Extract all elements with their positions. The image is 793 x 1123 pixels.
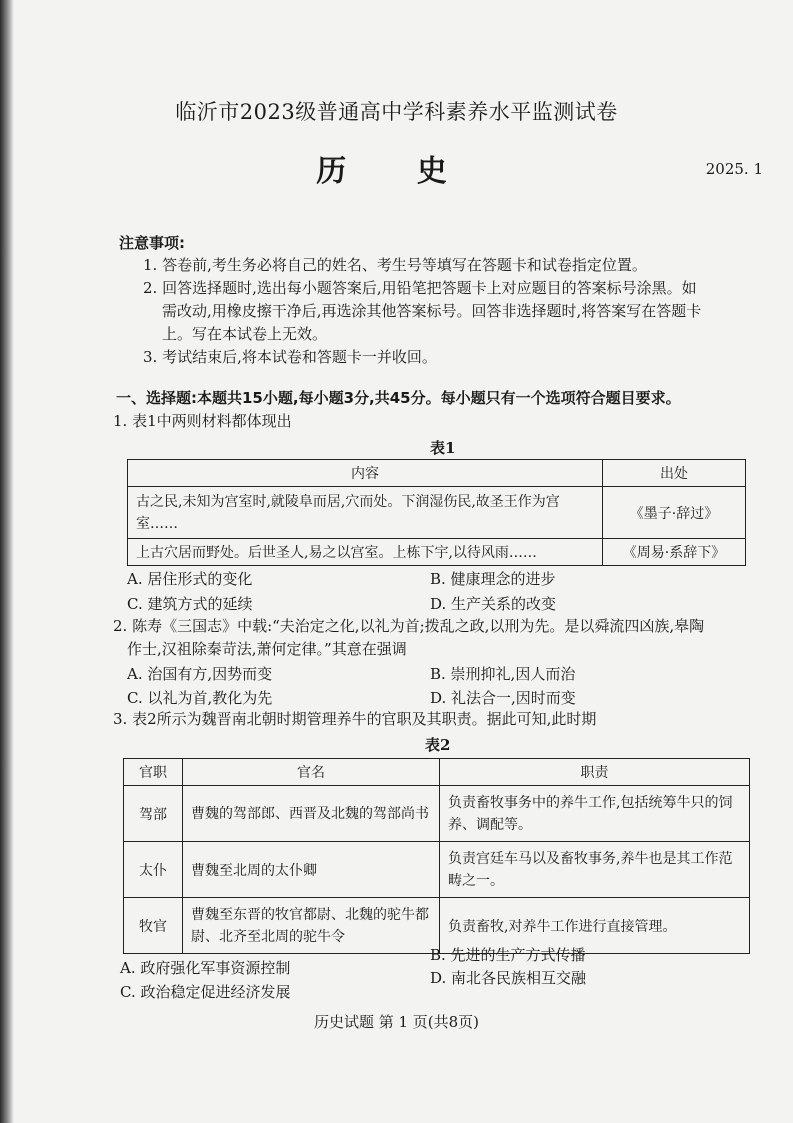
section-title: 一、选择题:本题共15小题,每小题3分,共45分。每小题只有一个选项符合题目要求。 bbox=[116, 389, 681, 407]
table-cell: 古之民,未知为宫室时,就陵阜而居,穴而处。下润湿伤民,故圣王作为宫室…… bbox=[128, 487, 603, 539]
notice-item: 3. 考试结束后,将本试卷和答题卡一并收回。 bbox=[143, 348, 437, 366]
notice-title: 注意事项: bbox=[119, 234, 185, 252]
q3-option-d: D. 南北各民族相互交融 bbox=[430, 969, 587, 987]
q3-table bbox=[123, 758, 750, 954]
q2-option-b: B. 崇刑抑礼,因人而治 bbox=[430, 665, 576, 683]
table-cell: 上古穴居而野处。后世圣人,易之以宫室。上栋下宇,以待风雨…… bbox=[128, 539, 603, 566]
table-cell: 负责畜牧,对养牛工作进行直接管理。 bbox=[440, 898, 750, 954]
q2-option-d: D. 礼法合一,因时而变 bbox=[430, 689, 576, 707]
table-cell: 牧官 bbox=[124, 898, 183, 954]
table-cell: 负责宫廷车马以及畜牧事务,养牛也是其工作范畴之一。 bbox=[440, 842, 750, 898]
q3-table-caption: 表2 bbox=[425, 736, 451, 754]
page-footer: 历史试题 第 1 页(共8页) bbox=[313, 1013, 480, 1031]
table-header: 出处 bbox=[603, 460, 746, 487]
notice-item: 上。写在本试卷上无效。 bbox=[162, 325, 328, 343]
q3-option-c: C. 政治稳定促进经济发展 bbox=[120, 983, 291, 1001]
notice-item: 1. 答卷前,考生务必将自己的姓名、考生号等填写在答题卡和试卷指定位置。 bbox=[143, 256, 647, 274]
q3-option-a: A. 政府强化军事资源控制 bbox=[120, 959, 291, 977]
table-cell: 曹魏至东晋的牧官都尉、北魏的驼牛都尉、北齐至北周的驼牛令 bbox=[183, 898, 440, 954]
subject-title: 历 史 bbox=[316, 154, 477, 189]
table-cell: 曹魏的驾部郎、西晋及北魏的驾部尚书 bbox=[183, 786, 440, 842]
q1-table bbox=[127, 459, 746, 566]
table-cell: 曹魏至北周的太仆卿 bbox=[183, 842, 440, 898]
table-cell: 《周易·系辞下》 bbox=[603, 539, 746, 566]
q2-stem-cont: 作士,汉祖除秦苛法,萧何定律。”其意在强调 bbox=[127, 640, 407, 658]
q1-table-caption: 表1 bbox=[430, 439, 456, 457]
q1-stem: 1. 表1中两则材料都体现出 bbox=[113, 412, 292, 430]
exam-date: 2025. 1 bbox=[705, 160, 763, 178]
q3-option-b: B. 先进的生产方式传播 bbox=[430, 946, 586, 964]
q1-option-b: B. 健康理念的进步 bbox=[430, 570, 556, 588]
q1-option-c: C. 建筑方式的延续 bbox=[127, 595, 253, 613]
table-header: 职责 bbox=[440, 759, 750, 786]
table-cell: 《墨子·辞过》 bbox=[603, 487, 746, 539]
q1-option-a: A. 居住形式的变化 bbox=[127, 570, 253, 588]
table-header: 官名 bbox=[183, 759, 440, 786]
table-cell: 太仆 bbox=[124, 842, 183, 898]
notice-item: 需改动,用橡皮擦干净后,再选涂其他答案标号。回答非选择题时,将答案写在答题卡 bbox=[162, 302, 702, 320]
table-cell: 负责畜牧事务中的养牛工作,包括统筹牛只的饲养、调配等。 bbox=[440, 786, 750, 842]
q3-stem: 3. 表2所示为魏晋南北朝时期管理养牛的官职及其职责。据此可知,此时期 bbox=[113, 710, 597, 728]
q2-option-a: A. 治国有方,因势而变 bbox=[127, 665, 273, 683]
table-header: 内容 bbox=[128, 460, 603, 487]
q1-option-d: D. 生产关系的改变 bbox=[430, 595, 557, 613]
table-cell: 驾部 bbox=[124, 786, 183, 842]
q2-option-c: C. 以礼为首,教化为先 bbox=[127, 689, 273, 707]
notice-item: 2. 回答选择题时,选出每小题答案后,用铅笔把答题卡上对应题目的答案标号涂黑。如 bbox=[143, 279, 697, 297]
q2-stem: 2. 陈寿《三国志》中载:“夫治定之化,以礼为首;拨乱之政,以刑为先。是以舜流四凶族,皋陶 bbox=[113, 617, 705, 635]
table-header: 官职 bbox=[124, 759, 183, 786]
exam-title: 临沂市2023级普通高中学科素养水平监测试卷 bbox=[175, 100, 618, 124]
